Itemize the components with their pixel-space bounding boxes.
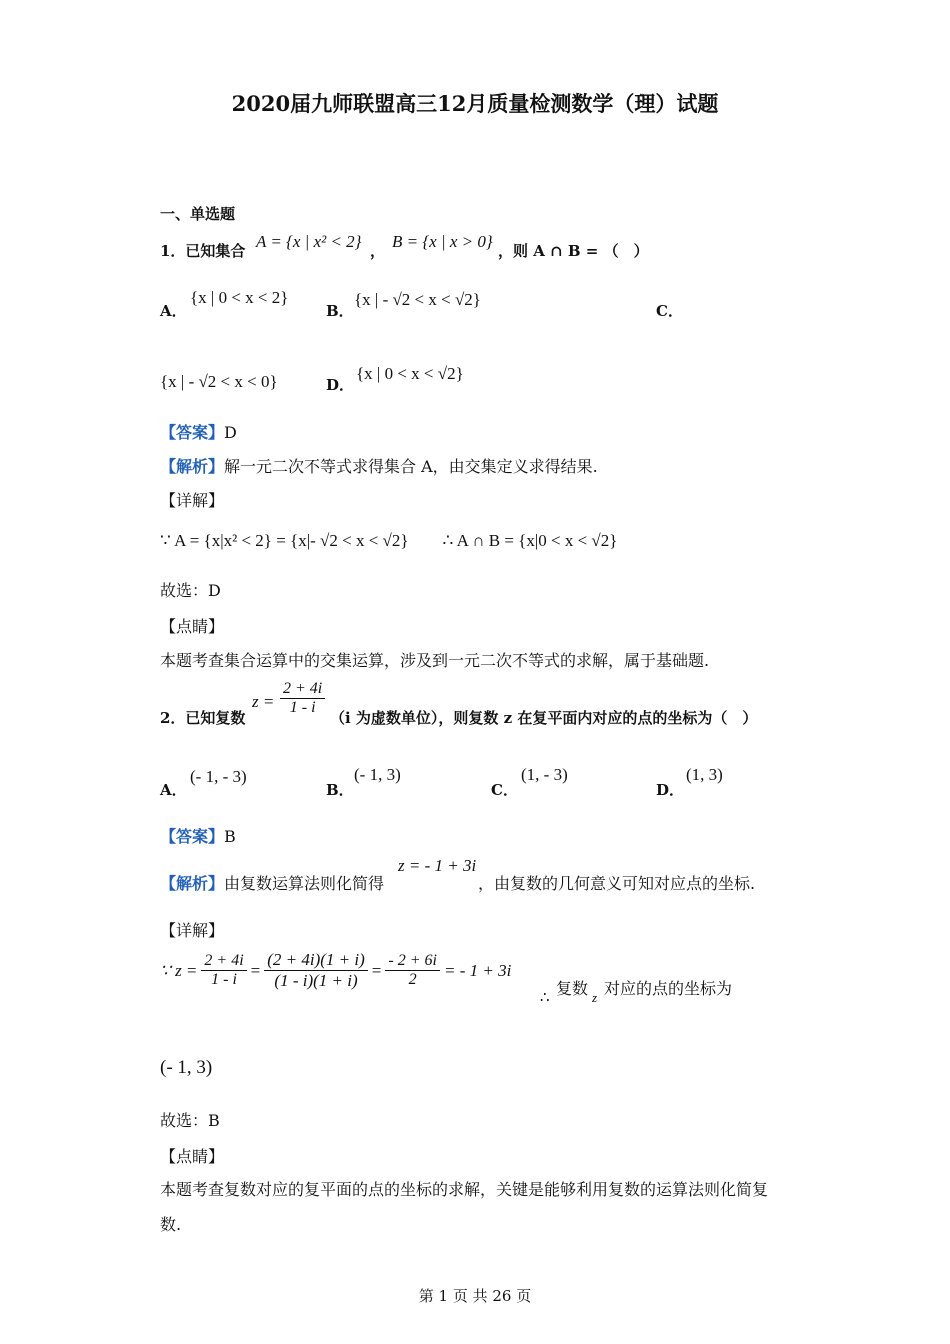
q2-detail-fraction-1 [201,952,246,989]
q2-answer-tag: 【答案】 [160,827,225,846]
q2-detail-derivation [160,950,511,991]
q2-conclusion-lead: 复数 [556,979,589,998]
q2-comment-tag: 【点睛】 [160,1147,225,1166]
q2-option-b-label: B． [326,781,354,799]
q1-option-a-label: A． [160,302,187,320]
q1-option-c: {x | - √2 < x < 0} [160,372,278,391]
page-title: 2020届九师联盟高三12月质量检测数学（理）试题 [231,91,719,116]
q2-detail-fraction-2 [264,950,368,991]
q2-detail-fraction-3 [385,952,440,989]
q1-comma: ， [370,242,386,260]
q1-analysis-tag: 【解析】 [160,457,225,476]
q2-therefore: ∴ [540,990,550,1006]
q2-f2-denominator: (1 - i)(1 + i) [274,971,358,990]
q1-choose: 故选：D [160,581,221,600]
q2-conclusion-z: z [592,990,598,1005]
q2-analysis-tag: 【解析】 [160,874,225,893]
q1-option-a: {x | 0 < x < 2} [190,288,289,307]
q2-analysis-lead: 由复数运算法则化简得 [224,874,385,893]
q1-answer: D [224,423,237,442]
q2-option-a-label: A． [160,781,187,799]
q2-detail-tag: 【详解】 [160,921,225,940]
q1-option-b: {x | - √2 < x < √2} [354,290,481,309]
section-heading: 一、单选题 [160,205,236,223]
page-footer: 第 1 页 共 26 页 [418,1287,532,1305]
q2-option-c: (1, - 3) [521,765,568,784]
q2-f1-denominator: 1 - i [211,971,237,988]
q2-option-a: (- 1, - 3) [190,767,247,786]
q1-comment: 本题考查集合运算中的交集运算，涉及到一元二次不等式的求解，属于基础题. [160,651,710,670]
q1-comment-tag: 【点睛】 [160,617,225,636]
q2-stem-fraction [280,680,325,717]
q2-f3-denominator: 2 [408,971,417,988]
q2-result: = - 1 + 3i [443,960,512,980]
q2-comment-line-2: 数. [160,1215,182,1234]
q1-detail-expression: ∵ A = {x|x² < 2} = {x|- √2 < x < √2} ∴ A ∩ B = {x|0 < x < √2} [160,531,618,550]
q1-option-c-label: C． [656,302,683,320]
q1-analysis-text: 解一元二次不等式求得集合 A，由交集定义求得结果. [224,457,598,476]
q1-set-a: A = {x | x² < 2} [256,232,362,251]
q2-equals-2: = [371,960,382,980]
q2-answer: B [224,827,236,846]
q2-comment-line-1: 本题考查复数对应的复平面的点的坐标的求解，关键是能够利用复数的运算法则化简复 [160,1180,769,1199]
q2-conclusion-tail: 对应的点的坐标为 [604,979,733,998]
q2-equals-1: = [250,960,261,980]
q2-option-b: (- 1, 3) [354,765,401,784]
q1-option-d-label: D． [326,376,355,394]
q1-stem-lead: 1．已知集合 [160,242,246,260]
q1-option-b-label: B． [326,302,354,320]
q1-detail-tag: 【详解】 [160,491,225,510]
q2-f2-numerator: (2 + 4i)(1 + i) [264,950,368,971]
q1-stem-tail: ，则 A ∩ B = （ ） [498,242,649,260]
q2-because: ∵ z = [160,960,198,980]
q2-f1-numerator: 2 + 4i [201,952,246,971]
q2-f3-numerator: - 2 + 6i [385,952,440,971]
q1-answer-tag: 【答案】 [160,423,225,442]
q2-fraction-denominator: 1 - i [289,699,316,716]
q2-point: (- 1, 3) [160,1057,213,1078]
q1-option-d: {x | 0 < x < √2} [356,364,464,383]
q2-option-c-label: C． [491,781,518,799]
q2-analysis-tail: ，由复数的几何意义可知对应点的坐标. [478,874,756,893]
q1-set-b: B = {x | x > 0} [392,232,493,251]
q2-fraction-numerator: 2 + 4i [280,680,325,699]
q2-choose: 故选：B [160,1111,220,1130]
q2-option-d-label: D． [656,781,685,799]
q2-option-d: (1, 3) [686,765,723,784]
q2-stem-lead: 2．已知复数 [160,709,246,727]
q2-analysis-expression: z = - 1 + 3i [398,856,477,875]
q2-stem-tail: （i 为虚数单位），则复数 z 在复平面内对应的点的坐标为（ ） [330,709,758,727]
q2-z-equals: z = [252,692,275,711]
